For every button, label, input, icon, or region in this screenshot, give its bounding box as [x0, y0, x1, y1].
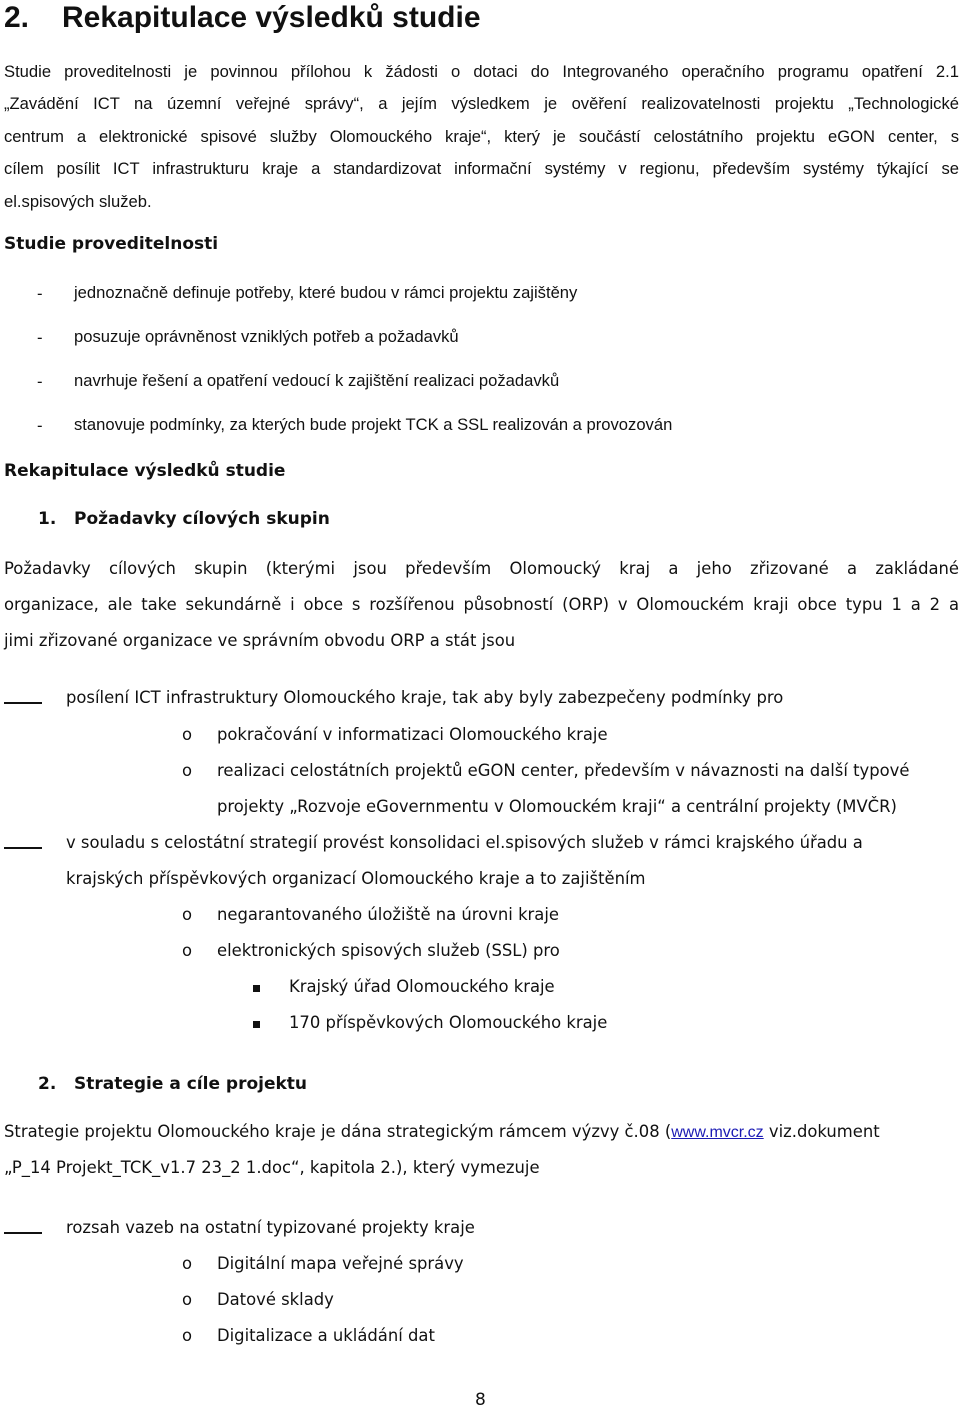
dash-bullet — [4, 702, 42, 704]
sub-item: realizaci celostátních projektů eGON center, především v návaznosti na další typové — [217, 761, 910, 780]
sub-item: pokračování v informatizaci Olomouckého kraje — [217, 725, 608, 744]
dash-bullet — [4, 1232, 42, 1234]
subsub-item: 170 příspěvkových Olomouckého kraje — [289, 1013, 608, 1032]
bullet-item-continuation: krajských příspěvkových organizací Olomouckého kraje a to zajištěním — [66, 869, 646, 888]
para-line: jimi zřizované organizace ve správním obvodu ORP a stát jsou — [4, 631, 516, 650]
section2-text: viz.dokument — [763, 1122, 880, 1141]
intro-line: el.spisových služeb. — [4, 191, 152, 211]
intro-line: cílem posílit ICT infrastrukturu kraje a standardizovat informační systémy v regionu, především systémy týkající se — [4, 159, 959, 179]
sub-item: Digitální mapa veřejné správy — [217, 1254, 464, 1273]
circle-bullet: o — [182, 1326, 193, 1345]
section1-number: 1. — [38, 509, 57, 529]
square-bullet — [253, 985, 260, 992]
feasibility-title: Studie proveditelnosti — [4, 234, 219, 254]
circle-bullet: o — [182, 725, 193, 744]
dash-marker: - — [37, 284, 43, 303]
subsub-item: Krajský úřad Olomouckého kraje — [289, 977, 555, 996]
heading-title: Rekapitulace výsledků studie — [62, 1, 481, 34]
page-number: 8 — [475, 1390, 486, 1410]
section2-title: Strategie a cíle projektu — [74, 1074, 308, 1094]
para-line: Požadavky cílových skupin (kterými jsou především Olomoucký kraj a jeho zřizované a zakládané — [4, 559, 959, 578]
sub-item: negarantovaného úložiště na úrovni kraje — [217, 905, 559, 924]
bullet-item: v souladu s celostátní strategií provést konsolidaci el.spisových služeb v rámci krajského úřadu a — [66, 833, 863, 852]
sub-item: Digitalizace a ukládání dat — [217, 1326, 435, 1345]
dash-marker: - — [37, 328, 43, 347]
sub-item: elektronických spisových služeb (SSL) pro — [217, 941, 560, 960]
mvcr-link[interactable]: www.mvcr.cz — [671, 1124, 764, 1141]
feasibility-item: stanovuje podmínky, za kterých bude projekt TCK a SSL realizován a provozován — [74, 415, 673, 434]
circle-bullet: o — [182, 761, 193, 780]
section2-text: Strategie projektu Olomouckého kraje je dána strategickým rámcem výzvy č.08 ( — [4, 1122, 672, 1141]
bullet-item: posílení ICT infrastruktury Olomouckého kraje, tak aby byly zabezpečeny podmínky pro — [66, 688, 784, 707]
circle-bullet: o — [182, 941, 193, 960]
feasibility-item: posuzuje oprávněnost vzniklých potřeb a požadavků — [74, 327, 459, 346]
para-line: organizace, ale take sekundárně i obce s rozšířenou působností (ORP) v Olomouckém kraji obce typu 1 a 2 a — [4, 595, 959, 614]
dash-marker: - — [37, 372, 43, 391]
feasibility-item: jednoznačně definuje potřeby, které budou v rámci projektu zajištěny — [74, 283, 578, 302]
intro-paragraph — [4, 56, 959, 218]
circle-bullet: o — [182, 1290, 193, 1309]
intro-line: Studie proveditelnosti je povinnou přílohou k žádosti o dotaci do Integrovaného operačního programu opatření 2.1 — [4, 62, 959, 81]
section-heading — [4, 0, 481, 36]
circle-bullet: o — [182, 1254, 193, 1273]
section2-line — [4, 1122, 959, 1142]
feasibility-item: navrhuje řešení a opatření vedoucí k zajištění realizaci požadavků — [74, 371, 560, 390]
heading-number: 2. — [4, 1, 30, 34]
dash-bullet — [4, 847, 42, 849]
section2-number: 2. — [38, 1074, 57, 1094]
section2-line: „P_14 Projekt_TCK_v1.7 23_2 1.doc“, kapitola 2.), který vymezuje — [4, 1158, 540, 1177]
dash-marker: - — [37, 416, 43, 435]
square-bullet — [253, 1021, 260, 1028]
circle-bullet: o — [182, 905, 193, 924]
sub-item: Datové sklady — [217, 1290, 334, 1309]
section1-paragraph — [4, 551, 959, 659]
intro-line: centrum a elektronické spisové služby Olomouckého kraje“, který je součástí celostátního projektu eGON center, s — [4, 126, 959, 146]
bullet-item: rozsah vazeb na ostatní typizované projekty kraje — [66, 1218, 475, 1237]
sub-item-continuation: projekty „Rozvoje eGovernmentu v Olomouckém kraji“ a centrální projekty (MVČR) — [217, 797, 897, 816]
recap-title: Rekapitulace výsledků studie — [4, 461, 286, 481]
section1-title: Požadavky cílových skupin — [74, 509, 330, 529]
intro-line: „Zavádění ICT na územní veřejné správy“, a jejím výsledkem je ověření realizovatelnosti projektu „Technologické — [4, 94, 959, 114]
